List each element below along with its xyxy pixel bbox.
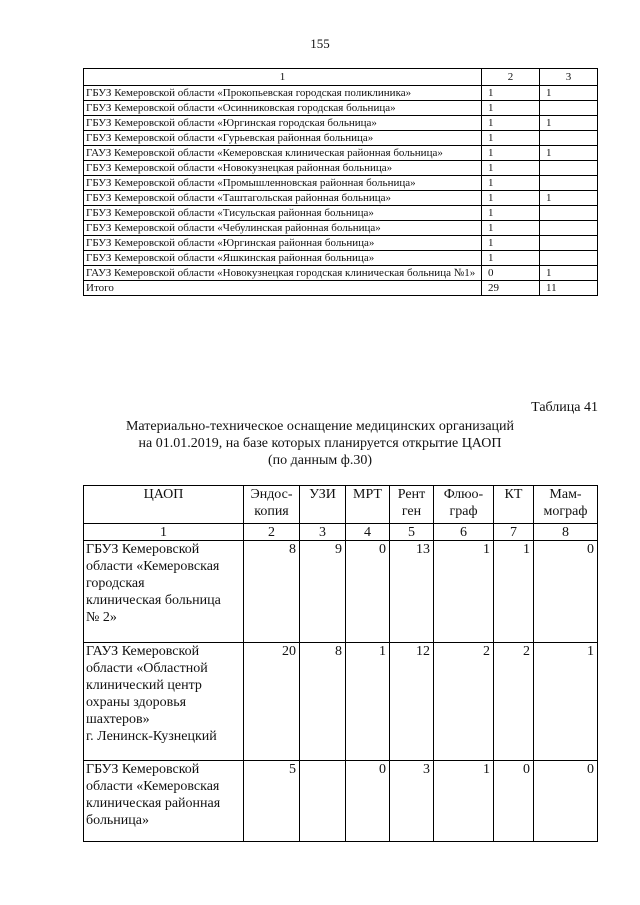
facility-name: ГБУЗ Кемеровской области «Тисульская районная больница» (84, 206, 482, 221)
table-row (84, 191, 598, 206)
name-line: шахтеров» (86, 712, 150, 727)
table-row (84, 281, 598, 296)
facility-name: ГАУЗ Кемеровской области «Кемеровская клиническая районная больница» (84, 146, 482, 161)
table-body (84, 541, 598, 842)
table-row (84, 206, 598, 221)
caption-line: (по данным ф.30) (268, 453, 372, 468)
table-row (84, 146, 598, 161)
facility-name: ГБУЗ Кемеровской области «Яшкинская районная больница» (84, 251, 482, 266)
header-line: Флюо- (443, 487, 484, 502)
value-cell: 0 (482, 266, 540, 281)
table-header-row (84, 486, 598, 524)
name-line: ГБУЗ Кемеровской (86, 542, 200, 557)
value-cell (540, 221, 598, 236)
column-header (346, 486, 390, 524)
table-row (84, 643, 598, 761)
facility-name: ГБУЗ Кемеровской области «Юргинская городская больница» (84, 116, 482, 131)
table-row (84, 761, 598, 842)
table-row (84, 131, 598, 146)
facility-name: ГБУЗ Кемеровской области «Осинниковская городская больница» (84, 101, 482, 116)
organization-name (84, 643, 244, 761)
column-number: 8 (534, 524, 598, 541)
value-cell: 1 (482, 101, 540, 116)
name-line: клиническая районная (86, 796, 221, 811)
value-cell: 1 (540, 266, 598, 281)
value-cell: 13 (390, 541, 434, 643)
value-cell: 1 (482, 206, 540, 221)
value-cell: 0 (534, 541, 598, 643)
value-cell: 20 (244, 643, 300, 761)
facility-name: ГБУЗ Кемеровской области «Таштагольская районная больница» (84, 191, 482, 206)
name-line: ГБУЗ Кемеровской (86, 762, 200, 777)
column-number: 6 (434, 524, 494, 541)
value-cell (540, 176, 598, 191)
page-number: 155 (310, 36, 330, 51)
facility-name: ГБУЗ Кемеровской области «Гурьевская районная больница» (84, 131, 482, 146)
table-number: Таблица 41 (531, 400, 598, 415)
value-cell: 8 (244, 541, 300, 643)
value-cell: 1 (540, 116, 598, 131)
name-line: области «Кемеровская (86, 779, 220, 794)
table-header-row (84, 69, 598, 86)
table-row (84, 116, 598, 131)
value-cell: 0 (494, 761, 534, 842)
header-line: КТ (504, 487, 523, 502)
table-row (84, 251, 598, 266)
value-cell: 1 (482, 221, 540, 236)
value-cell: 0 (346, 541, 390, 643)
equipment-table (83, 485, 598, 842)
table-row (84, 266, 598, 281)
table-body (84, 86, 598, 296)
header-line: МРТ (353, 487, 382, 502)
table-row (84, 541, 598, 643)
column-number: 7 (494, 524, 534, 541)
value-cell: 8 (300, 643, 346, 761)
value-cell: 2 (434, 643, 494, 761)
name-line: городская (86, 576, 145, 591)
organization-name (84, 541, 244, 643)
value-cell: 1 (434, 541, 494, 643)
facility-name: ГБУЗ Кемеровской области «Юргинская районная больница» (84, 236, 482, 251)
column-number: 4 (346, 524, 390, 541)
value-cell: 1 (540, 191, 598, 206)
column-header: 2 (482, 69, 540, 86)
name-line: ГАУЗ Кемеровской (86, 644, 200, 659)
value-cell: 1 (346, 643, 390, 761)
column-number-row (84, 524, 598, 541)
value-cell: 3 (390, 761, 434, 842)
value-cell (540, 161, 598, 176)
column-header (84, 486, 244, 524)
value-cell: 1 (482, 116, 540, 131)
name-line: № 2» (86, 610, 117, 625)
value-cell (540, 101, 598, 116)
header-line: граф (449, 504, 478, 519)
value-cell (540, 251, 598, 266)
column-number: 2 (244, 524, 300, 541)
value-cell: 29 (482, 281, 540, 296)
facility-name: ГБУЗ Кемеровской области «Прокопьевская городская поликлиника» (84, 86, 482, 101)
column-number: 5 (390, 524, 434, 541)
facility-name: ГАУЗ Кемеровской области «Новокузнецкая городская клиническая больница №1» (84, 266, 482, 281)
header-line: УЗИ (309, 487, 336, 502)
column-header (434, 486, 494, 524)
header-line: Мам- (549, 487, 582, 502)
column-header (534, 486, 598, 524)
column-header (494, 486, 534, 524)
value-cell: 1 (494, 541, 534, 643)
value-cell: 1 (482, 236, 540, 251)
value-cell: 1 (482, 176, 540, 191)
table-row (84, 161, 598, 176)
value-cell: 1 (482, 86, 540, 101)
caption-line: на 01.01.2019, на базе которых планируется открытие ЦАОП (138, 436, 502, 451)
name-line: клинический центр (86, 678, 202, 693)
value-cell: 1 (534, 643, 598, 761)
value-cell: 5 (244, 761, 300, 842)
header-line: ЦАОП (143, 487, 184, 502)
name-line: клиническая больница (86, 593, 221, 608)
header-line: ген (401, 504, 422, 519)
column-number: 3 (300, 524, 346, 541)
value-cell: 1 (482, 131, 540, 146)
name-line: области «Областной (86, 661, 208, 676)
facilities-table (83, 68, 598, 296)
facility-name: ГБУЗ Кемеровской области «Промышленновская районная больница» (84, 176, 482, 191)
value-cell: 1 (540, 146, 598, 161)
value-cell: 12 (390, 643, 434, 761)
value-cell: 1 (482, 146, 540, 161)
header-line: Эндос- (250, 487, 293, 502)
header-line: мограф (543, 504, 588, 519)
column-number: 1 (84, 524, 244, 541)
value-cell: 1 (482, 161, 540, 176)
facility-name: ГБУЗ Кемеровской области «Чебулинская районная больница» (84, 221, 482, 236)
value-cell (540, 131, 598, 146)
value-cell: 0 (346, 761, 390, 842)
value-cell: 9 (300, 541, 346, 643)
table-row (84, 86, 598, 101)
facility-name: ГБУЗ Кемеровской области «Новокузнецкая районная больница» (84, 161, 482, 176)
table-row (84, 101, 598, 116)
value-cell: 11 (540, 281, 598, 296)
value-cell: 0 (534, 761, 598, 842)
table-row (84, 221, 598, 236)
value-cell (540, 236, 598, 251)
header-line: Рент (397, 487, 426, 502)
column-header: 1 (84, 69, 482, 86)
name-line: больница» (86, 813, 149, 828)
caption-line: Материально-техническое оснащение медицинских организаций (125, 419, 515, 434)
value-cell: 1 (540, 86, 598, 101)
value-cell: 2 (494, 643, 534, 761)
column-header (300, 486, 346, 524)
table-row (84, 176, 598, 191)
name-line: области «Кемеровская (86, 559, 220, 574)
facility-name: Итого (84, 281, 482, 296)
value-cell: 1 (434, 761, 494, 842)
header-line: копия (254, 504, 289, 519)
column-header (244, 486, 300, 524)
column-header (390, 486, 434, 524)
table-row (84, 236, 598, 251)
value-cell (540, 206, 598, 221)
column-header: 3 (540, 69, 598, 86)
organization-name (84, 761, 244, 842)
value-cell: 1 (482, 191, 540, 206)
name-line: охраны здоровья (86, 695, 187, 710)
value-cell (300, 761, 346, 842)
table-caption (100, 418, 540, 469)
name-line: г. Ленинск-Кузнецкий (86, 729, 217, 744)
value-cell: 1 (482, 251, 540, 266)
